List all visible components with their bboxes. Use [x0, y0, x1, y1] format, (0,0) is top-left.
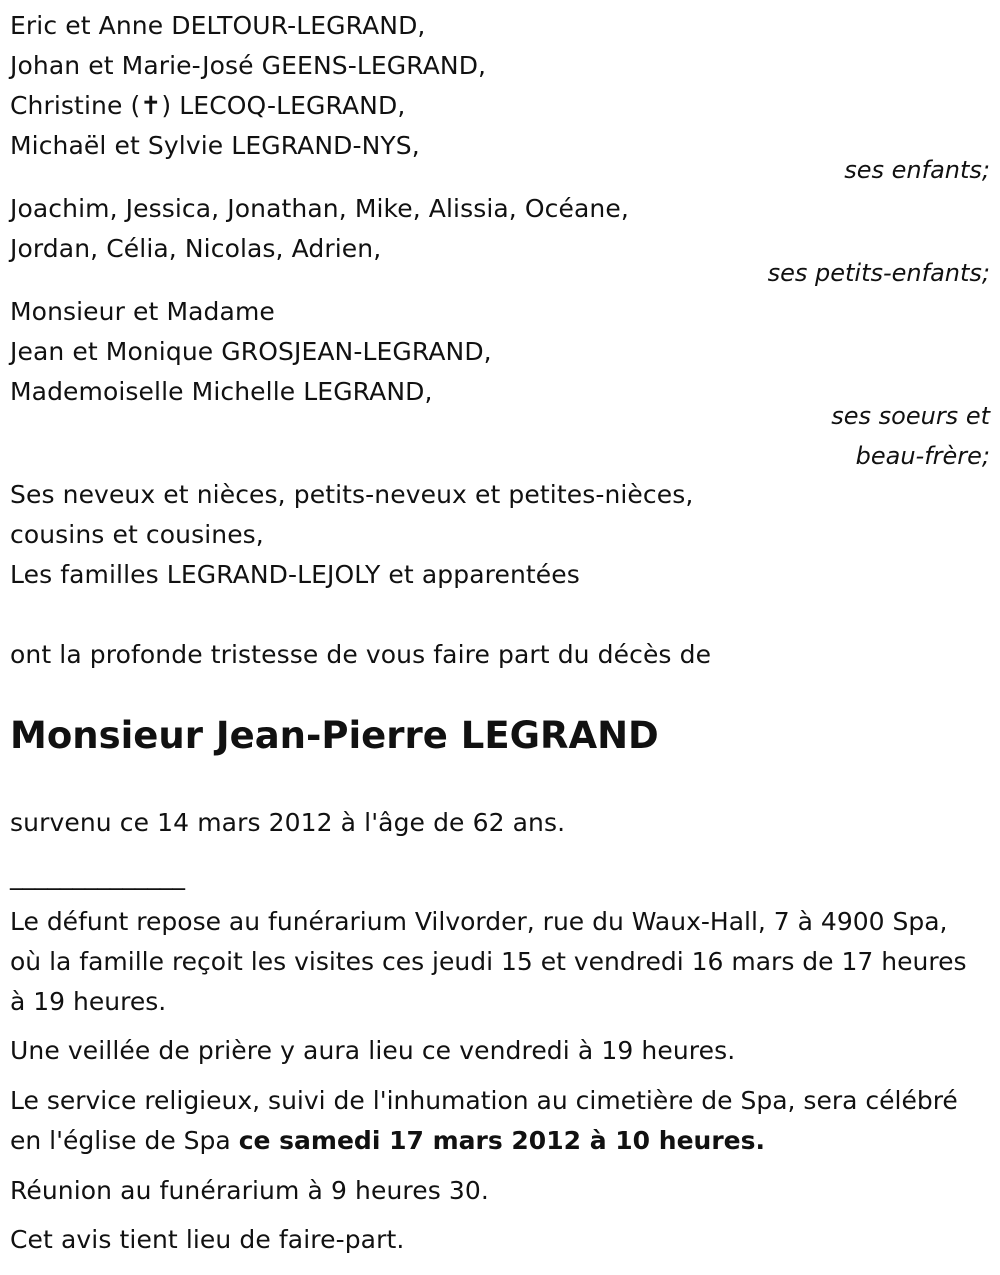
siblings-role-line1: ses soeurs et [831, 402, 990, 430]
children-section [10, 6, 990, 166]
sibling-line: Jean et Monique GROSJEAN-LEGRAND, [10, 337, 492, 366]
child-line: Eric et Anne DELTOUR-LEGRAND, [10, 11, 426, 40]
extended-family-section [10, 475, 990, 595]
reunion-paragraph: Réunion au funérarium à 9 heures 30. [10, 1176, 489, 1205]
family-line: Ses neveux et nièces, petits-neveux et petites-nièces, [10, 480, 694, 509]
service-paragraph [10, 1081, 985, 1161]
child-line: Michaël et Sylvie LEGRAND-NYS, [10, 131, 420, 160]
deceased-name: Monsieur Jean-Pierre LEGRAND [10, 714, 659, 757]
death-info: survenu ce 14 mars 2012 à l'âge de 62 ans. [10, 808, 566, 837]
sibling-line: Mademoiselle Michelle LEGRAND, [10, 377, 433, 406]
repose-paragraph: Le défunt repose au funérarium Vilvorder, rue du Waux-Hall, 7 à 4900 Spa, où la famille reçoit les visites ces jeudi 15 et vendredi 16 mars de 17 heures à 19 heures. [10, 907, 967, 1016]
child-line: Christine (✝) LECOQ-LEGRAND, [10, 91, 406, 120]
family-line: cousins et cousines, [10, 520, 264, 549]
service-text: Le service religieux, suivi de l'inhumation au cimetière de Spa, sera célébré en l'église de Spa [10, 1086, 958, 1155]
closing-paragraph: Cet avis tient lieu de faire-part. [10, 1225, 405, 1254]
grandchild-line: Jordan, Célia, Nicolas, Adrien, [10, 234, 382, 263]
announcement-text: ont la profonde tristesse de vous faire part du décès de [10, 640, 712, 669]
veillee-paragraph: Une veillée de prière y aura lieu ce vendredi à 19 heures. [10, 1036, 736, 1065]
sibling-line: Monsieur et Madame [10, 297, 275, 326]
siblings-role-line2: beau-frère; [855, 442, 990, 470]
siblings-section [10, 292, 990, 412]
child-line: Johan et Marie-José GEENS-LEGRAND, [10, 51, 487, 80]
service-datetime: ce samedi 17 mars 2012 à 10 heures. [238, 1126, 765, 1155]
separator-line: ______________ [10, 861, 185, 890]
grandchild-line: Joachim, Jessica, Jonathan, Mike, Alissia, Océane, [10, 194, 629, 223]
family-line: Les familles LEGRAND-LEJOLY et apparentées [10, 560, 580, 589]
grandchildren-role: ses petits-enfants; [767, 259, 990, 287]
children-role: ses enfants; [844, 156, 990, 184]
